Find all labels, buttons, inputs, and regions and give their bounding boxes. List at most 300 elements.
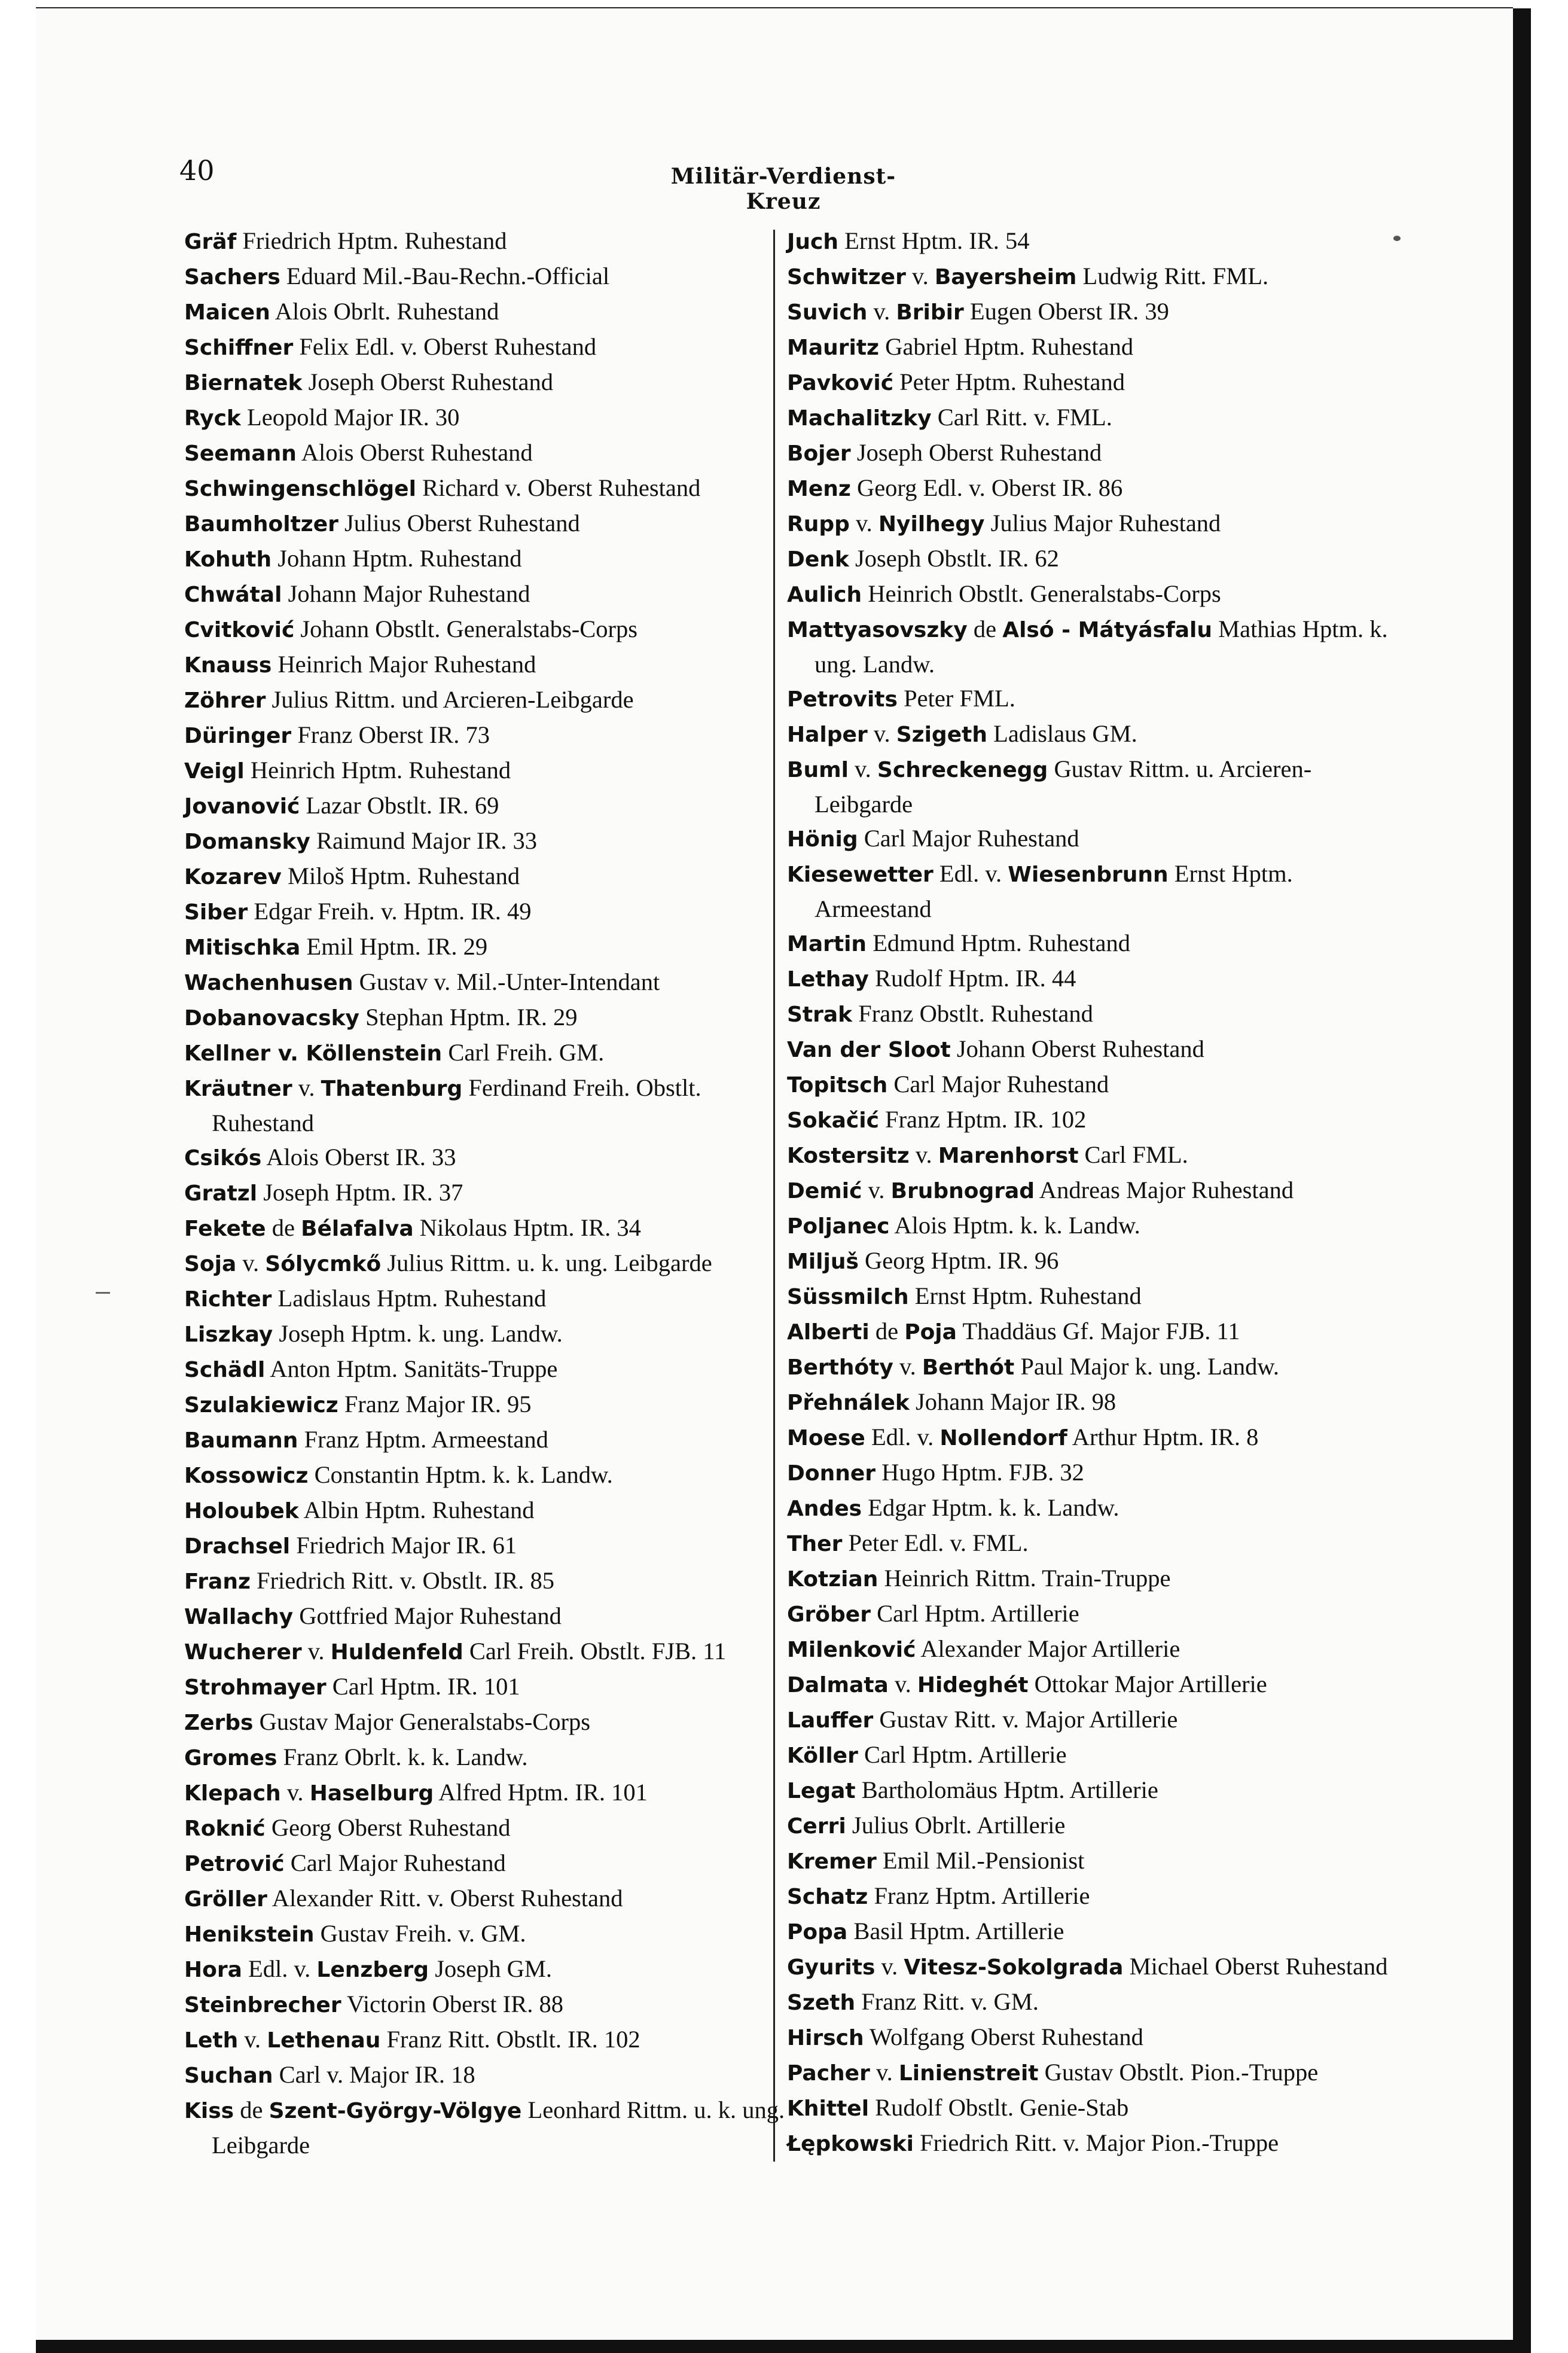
entry-details: Heinrich Obstlt. Generalstabs-Corps xyxy=(862,580,1221,607)
entry-surname: Kiesewetter xyxy=(787,862,934,887)
entry-details: Alfred Hptm. IR. 101 xyxy=(434,1779,648,1806)
roster-entry xyxy=(184,1000,788,1035)
roster-entry xyxy=(184,1634,788,1669)
entry-surname: Kellner v. Köllenstein xyxy=(184,1041,443,1066)
entry-details: de xyxy=(234,2096,269,2123)
roster-entry xyxy=(184,929,788,965)
roster-entry xyxy=(787,996,1391,1032)
entry-surname: Aulich xyxy=(787,583,862,607)
entry-surname: Legat xyxy=(787,1779,856,1803)
roster-entry xyxy=(184,1705,788,1740)
entry-surname: Schwingenschlögel xyxy=(184,477,416,501)
roster-entry xyxy=(787,961,1391,996)
entry-surname: Demić xyxy=(787,1179,862,1203)
roster-entry xyxy=(184,1775,788,1811)
entry-details: v. xyxy=(893,1353,922,1380)
entry-details: Johann Major IR. 98 xyxy=(909,1388,1116,1415)
entry-details: Carl Hptm. Artillerie xyxy=(870,1600,1079,1627)
entry-details: Mathias Hptm. k. ung. Landw. xyxy=(814,615,1388,678)
entry-surname: Maicen xyxy=(184,300,270,325)
roster-entry xyxy=(787,2090,1391,2126)
entry-details: v. xyxy=(292,1074,321,1101)
entry-surname: Gröber xyxy=(787,1602,871,1627)
entry-details: Franz Ritt. Obstlt. IR. 102 xyxy=(380,2026,640,2053)
scan-speck xyxy=(96,1292,110,1294)
entry-surname: Sachers xyxy=(184,265,280,289)
roster-entry xyxy=(184,894,788,929)
roster-entry xyxy=(184,1422,788,1458)
entry-predicate: Poja xyxy=(904,1320,957,1345)
entry-details: Wolfgang Oberst Ruhestand xyxy=(864,2023,1143,2050)
roster-entry xyxy=(184,753,788,788)
entry-details: Anton Hptm. Sanitäts-Truppe xyxy=(265,1355,558,1382)
roster-entry xyxy=(787,1420,1391,1455)
entry-details: v. xyxy=(888,1671,917,1697)
roster-entry xyxy=(184,2058,788,2093)
entry-details: Julius Major Ruhestand xyxy=(984,510,1221,537)
entry-predicate: Szent-György-Völgye xyxy=(269,2099,522,2123)
entry-surname: Schwitzer xyxy=(787,265,906,289)
entry-details: Gustav Obstlt. Pion.-Truppe xyxy=(1038,2059,1319,2086)
entry-surname: Düringer xyxy=(184,724,292,748)
entry-surname: Wucherer xyxy=(184,1640,302,1665)
entry-details: Gabriel Hptm. Ruhestand xyxy=(879,333,1134,360)
entry-details: v. xyxy=(301,1638,331,1665)
entry-details: Carl v. Major IR. 18 xyxy=(273,2061,475,2088)
entry-surname: Berthóty xyxy=(787,1355,893,1380)
roster-entry xyxy=(787,471,1391,506)
entry-details: v. xyxy=(848,755,877,782)
entry-predicate: Nyilhegy xyxy=(878,512,985,537)
entry-surname: Rupp xyxy=(787,512,850,537)
entry-details: v. xyxy=(909,1141,938,1168)
entry-surname: Lethay xyxy=(787,967,869,992)
entry-surname: Zöhrer xyxy=(184,688,266,713)
entry-surname: Hirsch xyxy=(787,2026,864,2050)
entry-predicate: Schreckenegg xyxy=(877,758,1048,782)
running-head: Militär-Verdienst-Kreuz xyxy=(670,164,896,214)
entry-surname: Domansky xyxy=(184,830,310,854)
entry-surname: Klepach xyxy=(184,1781,281,1806)
entry-surname: Veigl xyxy=(184,759,245,784)
entry-details: v. xyxy=(905,263,935,289)
entry-predicate: Alsó - Mátyásfalu xyxy=(1002,618,1213,642)
entry-details: Ernst Hptm. IR. 54 xyxy=(838,227,1030,254)
entry-details: v. xyxy=(870,2059,899,2086)
entry-details: Leonhard Rittm. u. k. ung. Leibgarde xyxy=(212,2096,785,2159)
entry-details: Paul Major k. ung. Landw. xyxy=(1014,1353,1280,1380)
entry-surname: Buml xyxy=(787,758,849,782)
entry-surname: Van der Sloot xyxy=(787,1038,951,1062)
entry-details: Friedrich Hptm. Ruhestand xyxy=(236,227,507,254)
entry-details: v. xyxy=(875,1953,904,1980)
roster-entry xyxy=(787,1455,1391,1491)
roster-entry xyxy=(184,859,788,894)
roster-entry xyxy=(787,1243,1391,1279)
entry-details: Franz Major IR. 95 xyxy=(338,1391,532,1418)
roster-entry xyxy=(787,1526,1391,1561)
entry-details: Franz Hptm. IR. 102 xyxy=(878,1106,1087,1133)
entry-surname: Suchan xyxy=(184,2064,273,2088)
entry-details: Carl Major Ruhestand xyxy=(858,825,1079,852)
roster-entry xyxy=(787,1032,1391,1067)
entry-surname: Alberti xyxy=(787,1320,870,1345)
entry-surname: Menz xyxy=(787,477,851,501)
entry-surname: Biernatek xyxy=(184,371,303,395)
page-number: 40 xyxy=(179,154,215,187)
entry-surname: Schädl xyxy=(184,1358,266,1382)
roster-entry xyxy=(184,1987,788,2022)
entry-surname: Sokačić xyxy=(787,1108,879,1133)
entry-details: Rudolf Hptm. IR. 44 xyxy=(868,965,1076,992)
entry-surname: Přehnálek xyxy=(787,1391,910,1415)
entry-details: Franz Obstlt. Ruhestand xyxy=(852,1000,1093,1027)
entry-surname: Cvitković xyxy=(184,618,295,642)
entry-details: Edl. v. xyxy=(933,860,1008,887)
roster-entry xyxy=(184,1246,788,1281)
entry-surname: Mattyasovszky xyxy=(787,618,968,642)
roster-entry xyxy=(787,1067,1391,1102)
entry-details: Eduard Mil.-Bau-Rechn.-Official xyxy=(280,263,610,289)
entry-details: Franz Obrlt. k. k. Landw. xyxy=(277,1744,528,1770)
entry-surname: Moese xyxy=(787,1426,865,1450)
entry-details: Edl. v. xyxy=(242,1955,317,1982)
entry-details: Joseph Oberst Ruhestand xyxy=(302,368,554,395)
entry-details: Felix Edl. v. Oberst Ruhestand xyxy=(293,333,597,360)
entry-details: Emil Hptm. IR. 29 xyxy=(300,933,488,960)
entry-details: Hugo Hptm. FJB. 32 xyxy=(875,1459,1084,1486)
entry-surname: Mauritz xyxy=(787,336,880,360)
entry-surname: Kostersitz xyxy=(787,1144,910,1168)
roster-entry xyxy=(184,682,788,718)
roster-entry xyxy=(787,1773,1391,1808)
entry-details: Alexander Ritt. v. Oberst Ruhestand xyxy=(267,1885,623,1912)
entry-surname: Ryck xyxy=(184,406,241,431)
entry-details: Heinrich Major Ruhestand xyxy=(271,651,536,678)
entry-details: Edgar Hptm. k. k. Landw. xyxy=(862,1494,1119,1521)
roster-entry xyxy=(184,541,788,577)
roster-entry xyxy=(184,1175,788,1211)
roster-entry xyxy=(184,1881,788,1916)
entry-details: Eugen Oberst IR. 39 xyxy=(963,298,1169,325)
entry-details: Peter Edl. v. FML. xyxy=(842,1529,1029,1556)
entry-details: Gustav Ritt. v. Major Artillerie xyxy=(873,1706,1178,1733)
roster-entry xyxy=(787,681,1391,717)
entry-surname: Hora xyxy=(184,1958,242,1982)
entry-details: Joseph GM. xyxy=(429,1955,552,1982)
entry-predicate: Bélafalva xyxy=(301,1217,414,1241)
roster-entry xyxy=(184,788,788,824)
roster-entry xyxy=(184,1211,788,1246)
entry-details: Lazar Obstlt. IR. 69 xyxy=(300,792,499,819)
entry-surname: Chwátal xyxy=(184,583,282,607)
roster-entry xyxy=(787,400,1391,435)
entry-surname: Denk xyxy=(787,547,849,572)
roster-entry xyxy=(184,1352,788,1387)
entry-surname: Drachsel xyxy=(184,1534,291,1559)
entry-details: Albin Hptm. Ruhestand xyxy=(298,1496,535,1523)
roster-entry xyxy=(787,294,1391,330)
entry-predicate: Bayersheim xyxy=(934,265,1077,289)
roster-entry xyxy=(787,1632,1391,1667)
entry-details: Ferdinand Freih. Obstlt. Ruhestand xyxy=(212,1074,701,1136)
roster-entry xyxy=(787,259,1391,294)
roster-entry xyxy=(787,926,1391,961)
entry-surname: Steinbrecher xyxy=(184,1993,341,2017)
entry-details: Georg Hptm. IR. 96 xyxy=(858,1247,1059,1274)
entry-details: Joseph Oberst Ruhestand xyxy=(850,439,1102,466)
entry-surname: Roknić xyxy=(184,1816,266,1841)
roster-entry xyxy=(184,1458,788,1493)
entry-details: Victorin Oberst IR. 88 xyxy=(341,1991,564,2017)
entry-surname: Kossowicz xyxy=(184,1464,309,1488)
entry-surname: Lauffer xyxy=(787,1708,874,1733)
entry-details: v. xyxy=(849,510,878,537)
roster-entry xyxy=(184,612,788,647)
roster-entry xyxy=(787,1596,1391,1632)
entry-surname: Kohuth xyxy=(184,547,272,572)
roster-entry xyxy=(787,365,1391,400)
entry-details: Michael Oberst Ruhestand xyxy=(1123,1953,1388,1980)
entry-surname: Richter xyxy=(184,1287,272,1312)
roster-entry xyxy=(184,1669,788,1705)
entry-predicate: Huldenfeld xyxy=(330,1640,463,1665)
entry-surname: Dobanovacsky xyxy=(184,1006,359,1031)
entry-details: Julius Rittm. u. k. ung. Leibgarde xyxy=(381,1249,712,1276)
entry-surname: Soja xyxy=(184,1252,237,1276)
entry-details: Johann Obstlt. Generalstabs-Corps xyxy=(294,615,637,642)
entry-details: Richard v. Oberst Ruhestand xyxy=(416,474,701,501)
entry-details: Joseph Hptm. IR. 37 xyxy=(257,1179,463,1206)
entry-predicate: Linienstreit xyxy=(898,2061,1039,2086)
entry-surname: Halper xyxy=(787,723,868,747)
entry-details: Edl. v. xyxy=(865,1424,940,1450)
entry-details: v. xyxy=(867,298,896,325)
scan-border-bottom xyxy=(36,2340,1531,2353)
entry-surname: Dalmata xyxy=(787,1673,889,1697)
entry-surname: Schatz xyxy=(787,1885,868,1909)
entry-details: Franz Hptm. Artillerie xyxy=(868,1882,1090,1909)
entry-surname: Strohmayer xyxy=(184,1675,327,1700)
entry-surname: Machalitzky xyxy=(787,406,932,431)
roster-entry xyxy=(184,1281,788,1316)
entry-details: Alois Oberst IR. 33 xyxy=(261,1144,456,1171)
entry-details: Carl Freih. Obstlt. FJB. 11 xyxy=(463,1638,727,1665)
roster-entry xyxy=(787,1349,1391,1385)
entry-surname: Gratzl xyxy=(184,1181,258,1206)
entry-details: Nikolaus Hptm. IR. 34 xyxy=(413,1214,641,1241)
roster-entry xyxy=(184,1599,788,1634)
entry-predicate: Marenhorst xyxy=(938,1144,1079,1168)
entry-surname: Donner xyxy=(787,1461,876,1486)
roster-entry xyxy=(184,471,788,506)
roster-entry xyxy=(787,1208,1391,1243)
entry-details: Gustav v. Mil.-Unter-Intendant xyxy=(353,968,660,995)
entry-details: Edgar Freih. v. Hptm. IR. 49 xyxy=(248,898,532,925)
entry-predicate: Vitesz-Sokolgrada xyxy=(904,1955,1124,1980)
entry-details: Alois Hptm. k. k. Landw. xyxy=(889,1212,1140,1239)
roster-entry xyxy=(787,1738,1391,1773)
roster-entry xyxy=(184,1952,788,1987)
roster-entry xyxy=(787,857,1391,926)
roster-entry xyxy=(184,2022,788,2058)
roster-entry xyxy=(787,577,1391,612)
entry-predicate: Bribir xyxy=(896,300,964,325)
roster-entry xyxy=(787,2020,1391,2055)
roster-entry xyxy=(184,1316,788,1352)
entry-details: Georg Edl. v. Oberst IR. 86 xyxy=(850,474,1123,501)
entry-predicate: Thatenburg xyxy=(321,1077,463,1101)
entry-details: Johann Hptm. Ruhestand xyxy=(271,545,522,572)
entry-details: Carl Major Ruhestand xyxy=(887,1071,1109,1098)
entry-details: Carl Ritt. v. FML. xyxy=(931,404,1112,431)
scan-speck xyxy=(1393,236,1401,241)
roster-entry xyxy=(787,1491,1391,1526)
roster-entry xyxy=(787,541,1391,577)
roster-entry xyxy=(184,1811,788,1846)
entry-details: Leopold Major IR. 30 xyxy=(240,404,460,431)
entry-details: Julius Obrlt. Artillerie xyxy=(846,1812,1066,1839)
entry-surname: Popa xyxy=(787,1920,848,1944)
roster-entry xyxy=(787,1279,1391,1314)
roster-entry xyxy=(787,1102,1391,1138)
entry-details: v. xyxy=(238,2026,267,2053)
roster-entry xyxy=(787,717,1391,752)
roster-entry xyxy=(184,1916,788,1952)
entry-surname: Kiss xyxy=(184,2099,234,2123)
entry-surname: Baumholtzer xyxy=(184,512,338,537)
entry-predicate: Lenzberg xyxy=(316,1958,429,1982)
entry-details: Carl Hptm. IR. 101 xyxy=(326,1673,520,1700)
roster-entry xyxy=(184,330,788,365)
entry-surname: Siber xyxy=(184,900,248,925)
entry-details: de xyxy=(266,1214,301,1241)
entry-predicate: Szigeth xyxy=(896,723,987,747)
entry-details: Georg Oberst Ruhestand xyxy=(265,1814,511,1841)
entry-surname: Zerbs xyxy=(184,1711,254,1735)
entry-surname: Petrović xyxy=(184,1852,285,1876)
roster-entry xyxy=(184,259,788,294)
entry-details: Alois Oberst Ruhestand xyxy=(296,439,533,466)
entry-details: Julius Rittm. und Arcieren-Leibgarde xyxy=(266,686,634,713)
entry-surname: Hönig xyxy=(787,827,858,852)
entry-details: Joseph Obstlt. IR. 62 xyxy=(849,545,1059,572)
entry-surname: Franz xyxy=(184,1569,251,1594)
right-column xyxy=(787,224,1391,2161)
roster-entry xyxy=(787,1808,1391,1843)
entry-details: v. xyxy=(867,720,896,747)
roster-entry xyxy=(184,1387,788,1422)
entry-details: Carl FML. xyxy=(1078,1141,1188,1168)
roster-entry xyxy=(184,577,788,612)
entry-details: Julius Oberst Ruhestand xyxy=(338,510,580,537)
roster-entry xyxy=(184,400,788,435)
entry-details: Ottokar Major Artillerie xyxy=(1028,1671,1267,1697)
entry-details: Basil Hptm. Artillerie xyxy=(847,1918,1064,1944)
entry-surname: Wallachy xyxy=(184,1605,294,1629)
entry-details: Friedrich Ritt. v. Major Pion.-Truppe xyxy=(913,2129,1279,2156)
roster-entry xyxy=(787,2055,1391,2090)
entry-surname: Mitischka xyxy=(184,935,301,960)
roster-entry xyxy=(787,2126,1391,2161)
entry-surname: Gräf xyxy=(184,230,237,254)
entry-details: Thaddäus Gf. Major FJB. 11 xyxy=(956,1318,1240,1345)
entry-details: Peter Hptm. Ruhestand xyxy=(893,368,1125,395)
roster-entry xyxy=(184,1140,788,1175)
entry-details: v. xyxy=(236,1249,266,1276)
entry-details: Johann Major Ruhestand xyxy=(282,580,530,607)
entry-surname: Petrovits xyxy=(787,687,898,712)
entry-surname: Leth xyxy=(184,2028,239,2053)
entry-details: Alois Obrlt. Ruhestand xyxy=(270,298,499,325)
entry-surname: Schiffner xyxy=(184,336,294,360)
entry-surname: Juch xyxy=(787,230,838,254)
roster-entry xyxy=(184,1740,788,1775)
entry-predicate: Haselburg xyxy=(309,1781,434,1806)
entry-surname: Baumann xyxy=(184,1428,298,1453)
entry-details: Andreas Major Ruhestand xyxy=(1035,1176,1294,1203)
entry-details: Franz Ritt. v. GM. xyxy=(855,1988,1039,2015)
entry-surname: Wachenhusen xyxy=(184,971,353,995)
entry-surname: Seemann xyxy=(184,441,297,466)
entry-predicate: Wiesenbrunn xyxy=(1008,862,1169,887)
entry-details: v. xyxy=(862,1176,891,1203)
left-column xyxy=(184,224,788,2162)
roster-entry xyxy=(184,506,788,541)
entry-surname: Köller xyxy=(787,1744,858,1768)
roster-entry xyxy=(787,1667,1391,1702)
entry-details: Heinrich Hptm. Ruhestand xyxy=(244,757,511,784)
roster-entry xyxy=(184,1846,788,1881)
entry-details: Gottfried Major Ruhestand xyxy=(293,1602,562,1629)
entry-surname: Kremer xyxy=(787,1849,877,1874)
entry-details: Alexander Major Artillerie xyxy=(916,1635,1180,1662)
entry-details: Peter FML. xyxy=(897,685,1015,712)
entry-details: Ladislaus GM. xyxy=(987,720,1137,747)
roster-entry xyxy=(184,1563,788,1599)
entry-details: Rudolf Obstlt. Genie-Stab xyxy=(869,2094,1129,2121)
entry-surname: Csikós xyxy=(184,1146,262,1171)
entry-surname: Łępkowski xyxy=(787,2132,914,2156)
entry-details: Franz Oberst IR. 73 xyxy=(291,721,490,748)
roster-entry xyxy=(787,821,1391,857)
entry-details: Emil Mil.-Pensionist xyxy=(876,1847,1085,1874)
entry-surname: Strak xyxy=(787,1002,853,1027)
entry-details: Ladislaus Hptm. Ruhestand xyxy=(271,1285,547,1312)
entry-details: de xyxy=(869,1318,905,1345)
roster-entry xyxy=(787,330,1391,365)
entry-details: Bartholomäus Hptm. Artillerie xyxy=(855,1776,1158,1803)
entry-surname: Bojer xyxy=(787,441,851,466)
entry-surname: Gröller xyxy=(184,1887,267,1912)
roster-entry xyxy=(184,224,788,259)
entry-surname: Knauss xyxy=(184,653,272,678)
entry-surname: Holoubek xyxy=(184,1499,299,1523)
entry-surname: Kräutner xyxy=(184,1077,292,1101)
entry-details: Franz Hptm. Armeestand xyxy=(298,1426,548,1453)
entry-surname: Milenković xyxy=(787,1638,916,1662)
entry-details: Heinrich Rittm. Train-Truppe xyxy=(878,1565,1171,1592)
entry-details: Edmund Hptm. Ruhestand xyxy=(867,929,1131,956)
entry-details: Carl Freih. GM. xyxy=(442,1039,605,1066)
roster-entry xyxy=(787,435,1391,471)
entry-details: Johann Oberst Ruhestand xyxy=(950,1035,1204,1062)
entry-predicate: Hideghét xyxy=(917,1673,1029,1697)
entry-details: Friedrich Major IR. 61 xyxy=(290,1532,517,1559)
entry-details: Ernst Hptm. Ruhestand xyxy=(908,1282,1142,1309)
entry-surname: Pacher xyxy=(787,2061,870,2086)
entry-surname: Topitsch xyxy=(787,1073,888,1098)
